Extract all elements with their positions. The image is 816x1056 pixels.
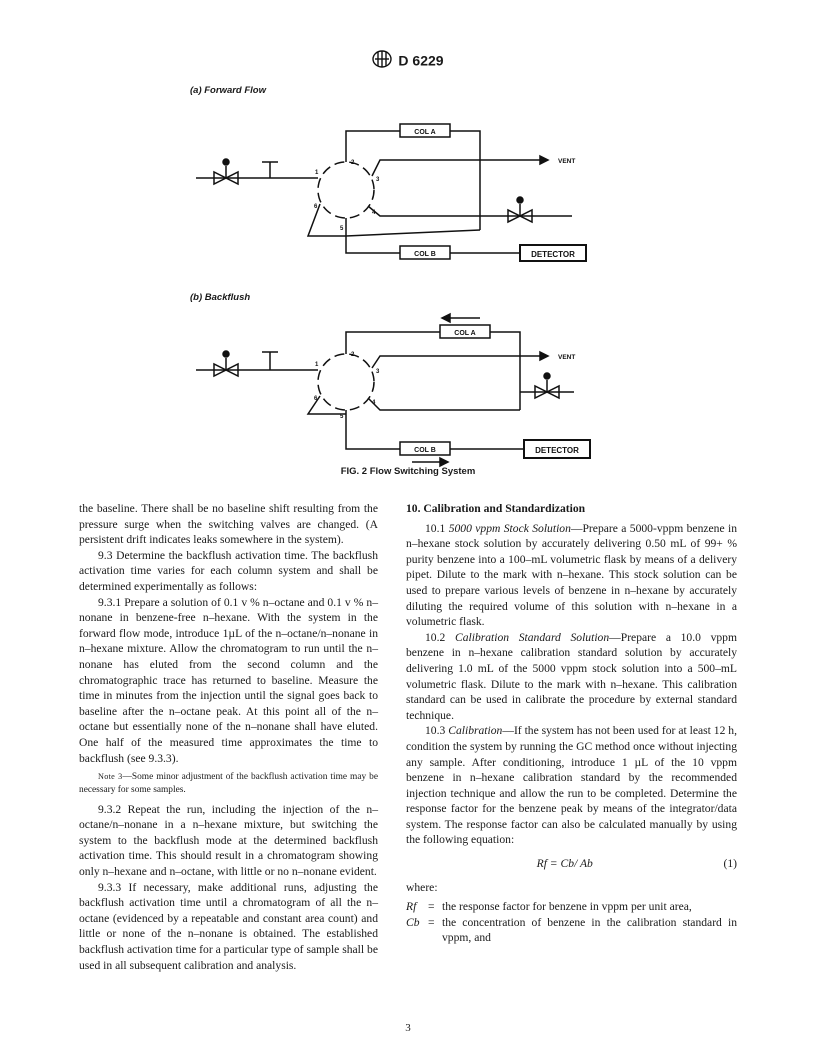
detector-label-b: DETECTOR: [535, 446, 579, 455]
paragraph-9-3: 9.3 Determine the backflush activation time. The backflush activation time varies for each column system and shall be determined experimentally as follows:: [79, 548, 378, 593]
inlet-valve-icon-b: [214, 351, 238, 376]
col-a-label-a: COL A: [414, 129, 436, 136]
panel-b-label: (b) Backflush: [190, 292, 251, 303]
svg-text:3: 3: [376, 369, 380, 375]
paragraph-10-1: 10.1 5000 vppm Stock Solution—Prepare a 5000-vppm benzene in n–hexane stock solution by accurately delivering 0.50 mL of 99+ % purity benzene into a 100–mL volumetric flask by means of a delivery pipet. Dilute to the mark with n–hexane. This stock solution can be used to prepare various levels of benzene in n–hexane by accurately diluting the required volume of this solution with n–hexane in a volumetric flask.: [406, 521, 738, 629]
flow-switching-diagram: [0, 0, 816, 470]
definition-rf: Rf = the response factor for benzene in vppm per unit area,: [406, 900, 692, 914]
svg-text:4: 4: [372, 210, 376, 216]
col-b-label-b: COL B: [414, 447, 436, 454]
equation-number: (1): [723, 857, 737, 871]
switching-valve-b: [318, 354, 374, 410]
equation-body: Rf = Cb/ Ab: [536, 857, 593, 871]
switching-valve-a: [318, 162, 374, 218]
svg-text:5: 5: [340, 414, 344, 420]
where-label: where:: [406, 880, 438, 894]
paragraph-10-3-title: Calibration: [448, 724, 503, 738]
svg-text:1: 1: [315, 362, 319, 368]
backflush-panel: [196, 314, 590, 466]
paragraph-10-2-title: Calibration Standard Solution: [454, 630, 610, 644]
vent-label-b: VENT: [558, 354, 576, 361]
note-text: —Some minor adjustment of the backflush activation time may be necessary for some samples.: [79, 772, 379, 795]
inlet-valve-icon: [214, 159, 238, 184]
definitions-list: [406, 899, 737, 946]
designation: D 6229: [398, 52, 444, 69]
svg-text:6: 6: [314, 396, 318, 402]
outlet-valve-icon-b: [520, 373, 574, 398]
svg-text:6: 6: [314, 204, 318, 210]
page-number: 3: [405, 1022, 411, 1034]
paragraph-10-2: 10.2 Calibration Standard Solution—Prepare a 10.0 vppm benzene in n–hexane calibration standard solution by accurately delivering 1.0 mL of the 5000 vppm stock solution into a 500–mL volumetric flask. Dilute to the mark with n–hexane. This calibration standard can be used in calibrate the procedure by external standard technique.: [406, 630, 737, 722]
paragraph-9-3-1: 9.3.1 Prepare a solution of 0.1 v % n–octane and 0.1 v % n–nonane in benzene-free n–hexane. With the system in the forward flow mode, introduce 1µL of the n–octane/n–nonane in n–hexane mixture. Allow the chromatogram to run until the n–nonane has eluted from the second column and the chromatographic trace has returned to baseline. Measure the time in minutes from the injection until the signal goes back to baseline after the n–octane peak. At this point all of the n–octane but essentially none of the n–nonane shall have eluted. One half of the measured time approximates the time to backflush (see 9.3.3).: [79, 595, 378, 765]
panel-a-label: (a) Forward Flow: [190, 85, 266, 96]
section-heading: 10. Calibration and Standardization: [406, 502, 586, 515]
svg-text:2: 2: [351, 160, 355, 166]
col-b-label-a: COL B: [414, 251, 436, 258]
detector-label-a: DETECTOR: [531, 250, 575, 259]
outlet-valve-icon-a: [508, 197, 532, 222]
note-3: [79, 771, 378, 797]
figure-caption: FIG. 2 Flow Switching System: [340, 466, 476, 477]
svg-text:3: 3: [376, 177, 380, 183]
paragraph-10-1-title: 5000 vppm Stock Solution: [448, 521, 571, 535]
vent-label-a: VENT: [558, 158, 576, 165]
equation-1: [406, 856, 737, 872]
forward-flow-panel: [196, 124, 586, 261]
note-label: Note 3: [98, 772, 123, 782]
right-column: [406, 501, 737, 946]
svg-text:2: 2: [351, 352, 355, 358]
col-a-label-b: COL A: [454, 330, 476, 337]
left-column: [79, 501, 378, 973]
svg-text:1: 1: [315, 170, 319, 176]
paragraph-continued: the baseline. There shall be no baseline shift resulting from the pressure surge when the switching valves are changed. (A persistent drift indicates leaks somewhere in the system).: [79, 502, 378, 547]
definition-cb: Cb = the concentration of benzene in the calibration standard in vppm, and: [406, 915, 737, 945]
svg-text:4: 4: [372, 400, 376, 406]
svg-text:5: 5: [340, 226, 344, 232]
paragraph-9-3-2: 9.3.2 Repeat the run, including the injection of the n–octane/n–nonane in a n–hexane mixture, but switching the system to the backflush mode at the determined backflush activation time. This should result in a chromatogram showing only n–hexane and n–octane, with little or no n–nonane evident.: [79, 802, 378, 879]
paragraph-9-3-3: 9.3.3 If necessary, make additional runs, adjusting the backflush activation time until a chromatogram of all the n–octane (evidenced by a repeatable and constant area count) and little or none of the n–nonane is obtained. The established backflush activation time for a particular type of sample shall be used in all subsequent calibration and analysis.: [79, 880, 378, 972]
paragraph-10-3: 10.3 Calibration—If the system has not been used for at least 12 h, condition the system by running the GC method once without injecting any sample. After conditioning, introduce 1 µL of the 10 vppm benzene in n–hexane calibration standard by the recommended injection technique and allow the run to be completed. Determine the response factor for the benzene peak by means of the integrator/data system. The response factor can also be calculated manually by using the following equation:: [406, 724, 737, 847]
